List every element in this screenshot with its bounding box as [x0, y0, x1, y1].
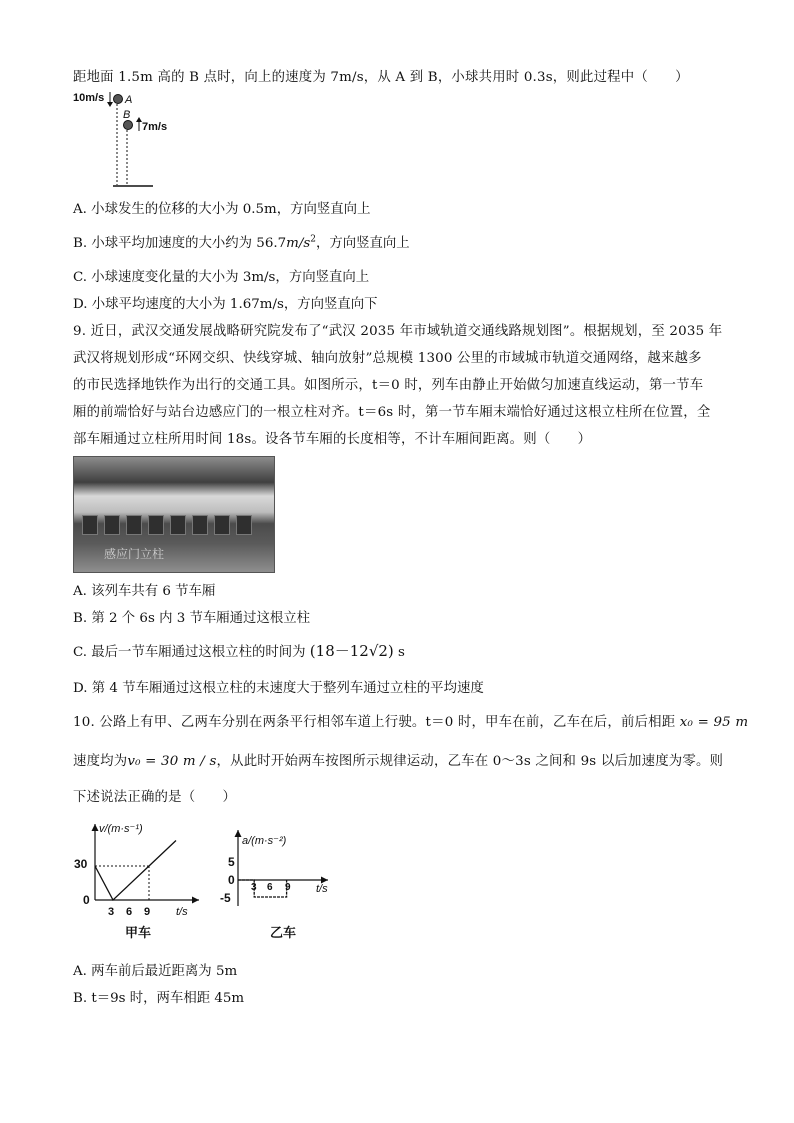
q8-option-b-unit: m/s: [286, 236, 311, 251]
x-tick-label-6: 6: [267, 882, 273, 893]
q8-label-speed-a: 10m/s: [73, 92, 105, 104]
q8-option-b-exp: 2: [310, 234, 316, 245]
train-photo: [73, 456, 275, 573]
train-window: [82, 515, 98, 535]
q10-line-2: [73, 750, 723, 769]
chart-title-jia: 甲车: [125, 925, 152, 940]
series-line-yi: [238, 880, 287, 897]
y-tick-label-30: 30: [74, 857, 88, 871]
x-tick-label-6: 6: [126, 906, 133, 918]
q8-stem: 距地面 1.5m 高的 B 点时，向上的速度为 7m/s，从 A 到 B，小球共用时 0.3s，则此过程中（ ）: [73, 70, 689, 85]
q10-line-1-text: 10. 公路上有甲、乙两车分别在两条平行相邻车道上行驶。t＝0 时，甲车在前，乙车在后，前后相距: [73, 715, 676, 730]
q8-arrow-down-head: [107, 102, 113, 107]
chart-title-yi: 乙车: [270, 925, 297, 940]
q9-line-2: 武汉将规划形成“环网交织、快线穿城、轴向放射”总规模 1300 公里的市域城市轨道交通网络，越来越多: [73, 351, 702, 366]
q8-label-speed-b: 7m/s: [142, 121, 168, 133]
x-axis-label: t/s: [316, 883, 328, 895]
y-tick-label-minus5: -5: [220, 891, 231, 905]
q10-option-a[interactable]: A. 两车前后最近距离为 5m: [73, 964, 238, 979]
train-window: [148, 515, 164, 535]
x-tick-label-3: 3: [108, 906, 115, 918]
chart-yi-a-t: [220, 824, 340, 948]
q9-option-a[interactable]: A. 该列车共有 6 节车厢: [73, 584, 216, 599]
photo-caption: 感应门立柱: [104, 547, 165, 561]
q10-x0: x₀ = 95 m: [679, 715, 749, 730]
chart-jia-v-t: [73, 818, 208, 948]
q10-line-2-text: 速度均为: [73, 754, 128, 769]
q8-label-b: B: [123, 109, 131, 121]
train-window: [236, 515, 252, 535]
q9-option-c-expr: (18－12√2): [309, 642, 394, 660]
train-window: [170, 515, 186, 535]
q9-option-c[interactable]: [73, 640, 405, 661]
train-window: [214, 515, 230, 535]
x-tick-label-3: 3: [251, 882, 257, 893]
q9-option-d[interactable]: D. 第 4 节车厢通过这根立柱的末速度大于整列车通过立柱的平均速度: [73, 681, 484, 696]
q8-option-c[interactable]: C. 小球速度变化量的大小为 3m/s，方向竖直向上: [73, 270, 370, 285]
q8-option-b-post: ，方向竖直向上: [315, 236, 410, 251]
q10-option-b[interactable]: B. t＝9s 时，两车相距 45m: [73, 991, 245, 1006]
q9-line-1: 9. 近日，武汉交通发展战略研究院发布了“武汉 2035 年市域轨道交通线路规划图”。根据规划，至 2035 年: [73, 324, 723, 339]
x-tick-label-9: 9: [144, 906, 151, 918]
q9-line-3: 的市民选择地铁作为出行的交通工具。如图所示，t＝0 时，列车由静止开始做匀加速直线运动，第一节车: [73, 378, 704, 393]
series-line-jia: [95, 841, 176, 901]
q9-option-b[interactable]: B. 第 2 个 6s 内 3 节车厢通过这根立柱: [73, 611, 311, 626]
q8-figure: [73, 86, 168, 190]
q8-ball-a: [114, 95, 123, 104]
q9-option-c-text: C. 最后一节车厢通过这根立柱的时间为: [73, 645, 306, 660]
q8-option-b[interactable]: [73, 232, 410, 251]
x-axis-label: t/s: [176, 906, 188, 918]
q8-ball-b: [124, 121, 133, 130]
q10-line-2-post: ，从此时开始两车按图所示规律运动，乙车在 0～3s 之间和 9s 以后加速度为零。则: [216, 754, 724, 769]
y-axis-label: a/(m·s⁻²): [242, 835, 287, 847]
y-tick-label-0: 0: [83, 893, 90, 907]
x-tick-label-9: 9: [285, 882, 291, 893]
q9-option-c-unit: s: [398, 645, 405, 660]
train-window: [126, 515, 142, 535]
train-window: [192, 515, 208, 535]
y-tick-label-5: 5: [228, 855, 235, 869]
y-axis-label: v/(m·s⁻¹): [99, 823, 143, 835]
q9-line-5: 部车厢通过立柱所用时间 18s。设各节车厢的长度相等，不计车厢间距离。则（ ）: [73, 432, 592, 447]
q9-line-4: 厢的前端恰好与站台边感应门的一根立柱对齐。t＝6s 时，第一节车厢末端恰好通过这根立柱所在位置，全: [73, 405, 711, 420]
y-tick-label-0: 0: [228, 873, 235, 887]
q8-option-b-text: B. 小球平均加速度的大小约为 56.7: [73, 236, 287, 251]
q8-option-d[interactable]: D. 小球平均速度的大小为 1.67m/s，方向竖直向下: [73, 297, 378, 312]
q8-option-a[interactable]: A. 小球发生的位移的大小为 0.5m，方向竖直向上: [73, 202, 371, 217]
q10-v0: v₀ = 30 m / s: [127, 754, 217, 769]
train-window: [104, 515, 120, 535]
q8-label-a: A: [125, 94, 133, 106]
q10-line-3: 下述说法正确的是（ ）: [73, 790, 237, 805]
q10-line-1: [73, 711, 748, 730]
